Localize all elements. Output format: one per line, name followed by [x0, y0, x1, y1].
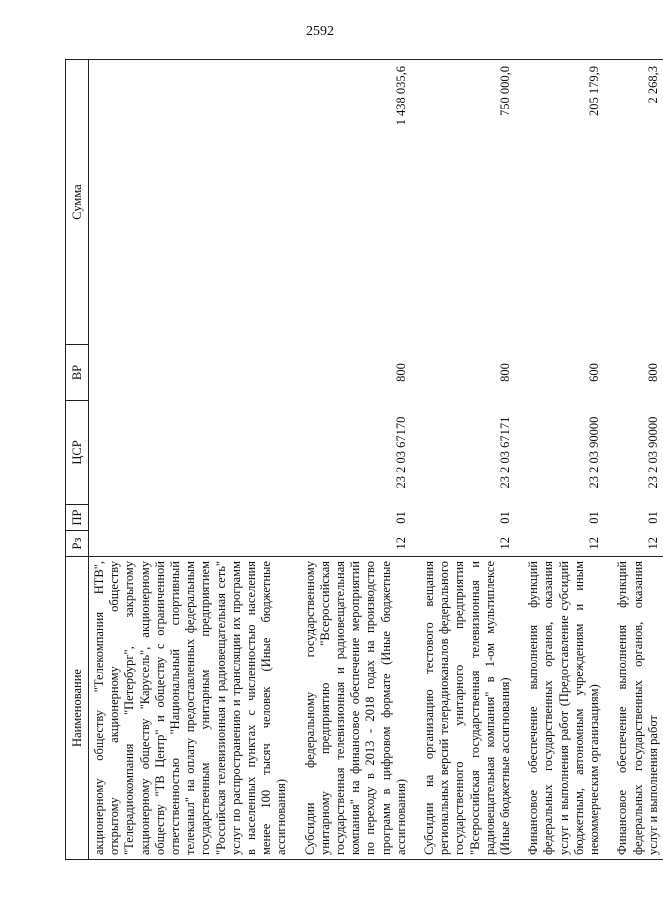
row-rz: 12 [393, 537, 408, 550]
header-csr: ЦСР [66, 401, 89, 505]
row-csr: 23 2 03 67171 [498, 416, 513, 489]
row-name: акционерному обществу "Телекомпания НТВ", открытому акционерному обществу "Телерадиокомпания "Петербург", закрытому акционерному обществу "Карусель", акционерному обществу "ТВ Центр" и обществу с ограниченной ответственностью "Национальный спортивный телеканал" на оплату предоставленных федеральным государственным унитарным предприятием "Российская телевизионная и радиовещательная сеть" услуг по распространению и трансляции их программ в населенных пунктах с численностью населения менее 100 тысяч человек (Иные бюджетные ассигнования) [89, 557, 292, 860]
table-row [612, 60, 663, 860]
row-pr: 01 [645, 511, 660, 524]
row-name: Финансовое обеспечение выполнения функций федеральных государственных органов, оказания услуг и выполнения работ [612, 557, 663, 860]
row-name: Субсидии на организацию тестового вещания региональных версий телерадиоканалов федерального государственного унитарного предприятия "Всероссийская государственная телевизионная и радиовещательная компания" в 1-ом мультиплексе (Иные бюджетные ассигнования) [419, 557, 515, 860]
row-vr: 600 [587, 363, 602, 382]
row-pr: 01 [587, 511, 602, 524]
row-pr: 01 [393, 511, 408, 524]
page-number: 2592 [306, 24, 334, 39]
row-rz: 12 [645, 537, 660, 550]
row-csr: 23 2 03 90000 [645, 416, 660, 489]
table-header-row [66, 60, 89, 860]
table-row [89, 60, 292, 860]
table-row [419, 60, 515, 860]
row-csr: 23 2 03 90000 [587, 416, 602, 489]
row-pr [89, 505, 292, 531]
header-sum: Сумма [66, 60, 89, 345]
row-rz: 12 [587, 537, 602, 550]
row-name: Субсидии федеральному государственному унитарному предприятию "Всероссийская государственная телевизионная и радиовещательная компания" на финансовое обеспечение мероприятий по переходу в 2013 - 2018 годах на производство программ в цифровом формате (Иные бюджетные ассигнования) [300, 557, 411, 860]
row-vr [89, 345, 292, 401]
row-csr [89, 401, 292, 505]
table-row [300, 60, 411, 860]
row-sum [89, 60, 292, 345]
row-vr: 800 [393, 363, 408, 382]
row-sum: 2 268,3 [612, 60, 663, 345]
row-csr: 23 2 03 67170 [393, 416, 408, 489]
header-pr: ПР [66, 505, 89, 531]
row-vr: 800 [645, 363, 660, 382]
table-row [523, 60, 604, 860]
row-name: Финансовое обеспечение выполнения функций федеральных государственных органов, оказания услуг и выполнения работ (Предоставление субсидий бюджетным, автономным учреждениям и иным некоммерческим организациям) [523, 557, 604, 860]
row-vr: 800 [498, 363, 513, 382]
header-rz: Рз [66, 531, 89, 557]
row-pr: 01 [498, 511, 513, 524]
row-sum: 750 000,0 [419, 60, 515, 345]
budget-table-container [65, 60, 660, 860]
header-vr: ВР [66, 345, 89, 401]
budget-table [65, 59, 663, 860]
row-sum: 1 438 035,6 [300, 60, 411, 345]
row-sum: 205 179,9 [523, 60, 604, 345]
row-rz [89, 531, 292, 557]
header-name: Наименование [66, 557, 89, 860]
row-rz: 12 [498, 537, 513, 550]
